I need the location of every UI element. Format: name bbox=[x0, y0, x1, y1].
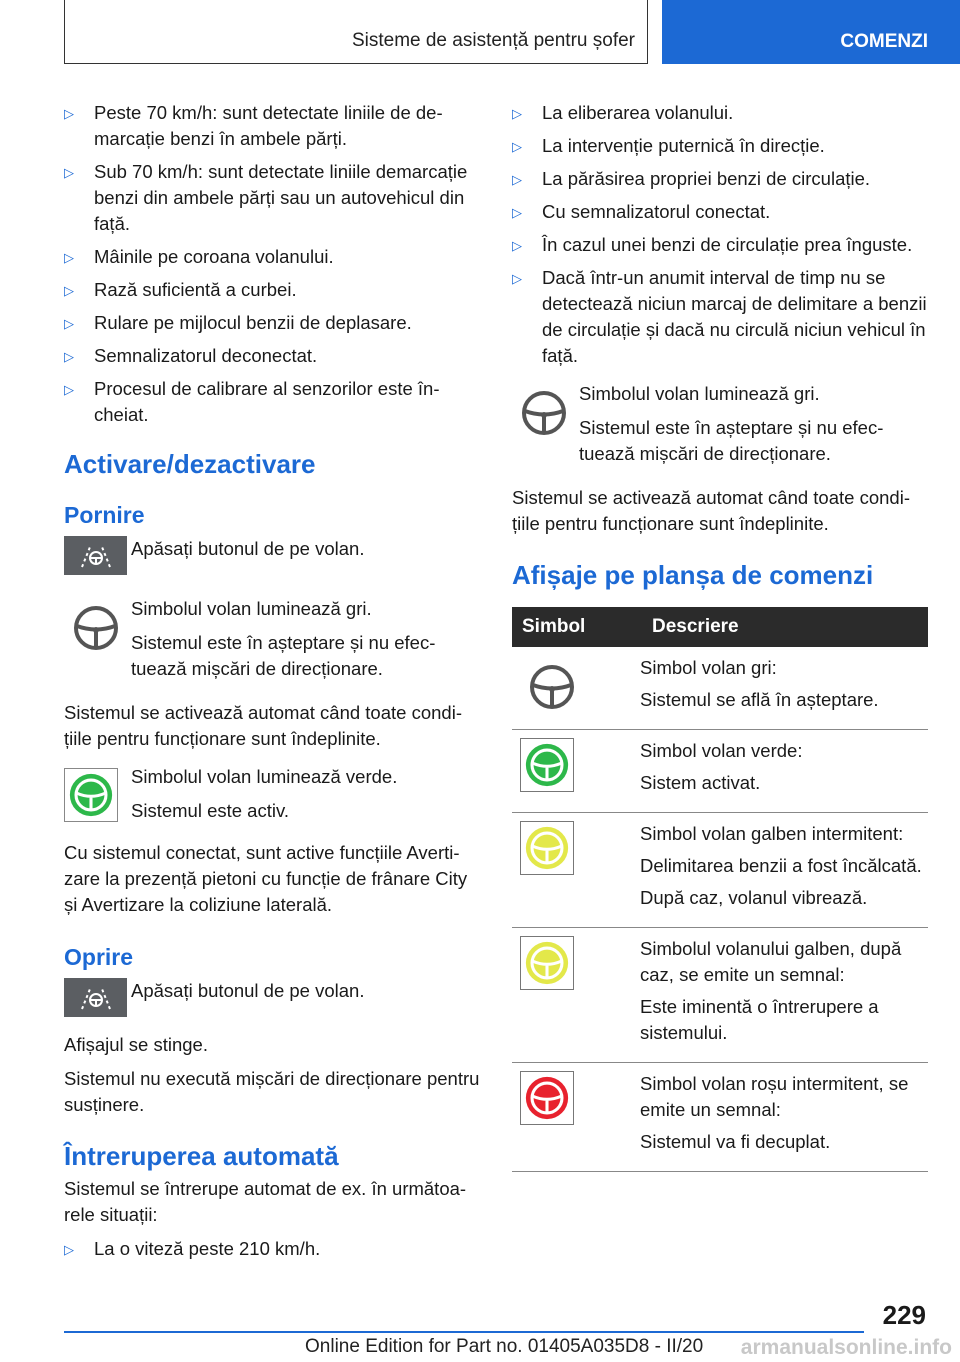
right-bullet: ▷ Cu semnalizatorul conectat. bbox=[512, 199, 928, 225]
right-bullet: ▷ În cazul unei benzi de circulație prea înguste. bbox=[512, 232, 928, 258]
steering-wheel-green-icon bbox=[520, 738, 574, 792]
right-column bbox=[512, 100, 928, 1172]
footer-rule bbox=[64, 1331, 864, 1333]
table-row bbox=[512, 647, 928, 730]
left-bullet: ▷ Rază suficientă a curbei. bbox=[64, 277, 480, 303]
symbol-description-line: Simbol volan roșu intermitent, se emite un semnal: bbox=[640, 1073, 909, 1120]
symbol-description-line: Simbol volan galben intermitent: bbox=[640, 823, 904, 844]
intrerupere-text: Sistemul se întrerupe automat de ex. în următoarele situații: bbox=[64, 1178, 467, 1225]
left-bullet: ▷ Rulare pe mijlocul benzii de deplasare. bbox=[64, 310, 480, 336]
green-wheel-row bbox=[64, 764, 480, 824]
right-bullet-list bbox=[512, 100, 928, 369]
col-desc-header: Descriere bbox=[640, 607, 928, 647]
connected-text: Cu sistemul conectat, sunt active funcțiile Avertizare la prezență pietoni cu funcție de frânare City și Avertizare la coliziune laterală. bbox=[64, 842, 468, 915]
bullet-triangle-icon: ▷ bbox=[64, 1242, 74, 1257]
pornire-row bbox=[64, 536, 480, 576]
oprire-row bbox=[64, 978, 480, 1018]
heading-intrerupere: Întreruperea automată bbox=[64, 1141, 339, 1171]
bullet-triangle-icon: ▷ bbox=[64, 250, 74, 265]
gray-wheel-line1: Simbolul volan luminează gri. bbox=[131, 598, 372, 619]
right-bullet: ▷ La părăsirea propriei benzi de circulație. bbox=[512, 166, 928, 192]
bullet-triangle-icon: ▷ bbox=[64, 283, 74, 298]
left-bullet: ▷ Peste 70 km/h: sunt detectate liniile de demarcație benzi în ambele părți. bbox=[64, 102, 443, 149]
bullet-triangle-icon: ▷ bbox=[64, 106, 74, 121]
symbol-description-line: Sistemul se află în așteptare. bbox=[640, 689, 879, 710]
header-section-box bbox=[64, 0, 648, 64]
gray-wheel-row bbox=[64, 596, 480, 682]
pornire-text: Apăsați butonul de pe volan. bbox=[131, 538, 365, 559]
left-column bbox=[64, 100, 480, 1269]
right-auto-text: Sistemul se activează automat când toate condițiile pentru funcționare sunt îndeplinite. bbox=[512, 487, 910, 534]
table-row bbox=[512, 730, 928, 813]
symbol-description-line: După caz, volanul vibrează. bbox=[640, 887, 868, 908]
heading-activare: Activare/dezactivare bbox=[64, 449, 316, 479]
left-bullet: ▷ Procesul de calibrare al senzorilor este încheiat. bbox=[64, 378, 440, 425]
green-wheel-line2: Sistemul este activ. bbox=[131, 800, 289, 821]
left-bullet: ▷ Sub 70 km/h: sunt detectate liniile demarcație benzi din ambele părți sau un autovehicul din față. bbox=[64, 161, 468, 234]
bullet-triangle-icon: ▷ bbox=[512, 238, 522, 253]
symbol-description-line: Sistem activat. bbox=[640, 772, 761, 793]
gray-wheel-line2: Sistemul este în așteptare și nu efectuează mișcări de direcționare. bbox=[131, 632, 436, 679]
heading-oprire: Oprire bbox=[64, 944, 134, 970]
right-gray-wheel-row bbox=[512, 381, 928, 467]
heading-afisaje: Afișaje pe planșa de comenzi bbox=[512, 560, 874, 590]
footer-edition: Online Edition for Part no. 01405A035D8 - II/20 bbox=[305, 1336, 704, 1357]
bullet-triangle-icon: ▷ bbox=[64, 382, 74, 397]
symbol-description-line: Simbolul volanului galben, după caz, se emite un semnal: bbox=[640, 938, 902, 985]
watermark: armanualsonline.info bbox=[740, 1336, 952, 1359]
table-row bbox=[512, 1063, 928, 1172]
table-row bbox=[512, 813, 928, 928]
lane-assist-button-icon-2 bbox=[64, 978, 127, 1017]
bullet-triangle-icon: ▷ bbox=[512, 139, 522, 154]
header-tab[interactable] bbox=[662, 0, 960, 64]
right-bullet: ▷ La intervenție puternică în direcție. bbox=[512, 133, 928, 159]
symbol-table bbox=[512, 607, 928, 1172]
header-tab-label: COMENZI bbox=[840, 31, 928, 52]
steering-wheel-yellow-icon bbox=[520, 936, 574, 990]
bullet-triangle-icon: ▷ bbox=[64, 165, 74, 180]
steering-wheel-red-icon bbox=[520, 1071, 574, 1125]
steering-wheel-gray-icon bbox=[64, 596, 127, 659]
col-symbol-header: Simbol bbox=[512, 607, 640, 647]
steering-wheel-green-icon bbox=[64, 768, 118, 822]
symbol-description-line: Sistemul va fi decuplat. bbox=[640, 1131, 831, 1152]
right-bullet: ▷ Dacă într-un anumit interval de timp nu se detectează niciun marcaj de delimitare a benzii de circulație și dacă nu circulă niciun vehicul în față. bbox=[512, 267, 927, 366]
page-number: 229 bbox=[882, 1300, 926, 1330]
off-line2: Sistemul nu execută mișcări de direcționare pentru susținere. bbox=[64, 1068, 480, 1115]
steering-wheel-gray-icon bbox=[520, 655, 583, 718]
off-line1: Afișajul se stinge. bbox=[64, 1034, 208, 1055]
symbol-description-line: Simbol volan gri: bbox=[640, 657, 777, 678]
symbol-description-line: Simbol volan verde: bbox=[640, 740, 803, 761]
bullet-triangle-icon: ▷ bbox=[64, 349, 74, 364]
header-section-title: Sisteme de asistență pentru șofer bbox=[351, 30, 635, 51]
auto-activation-text: Sistemul se activează automat când toate condițiile pentru funcționare sunt îndeplinite. bbox=[64, 702, 462, 749]
lane-assist-button-icon bbox=[64, 536, 127, 575]
bullet-triangle-icon: ▷ bbox=[512, 106, 522, 121]
right-bullet: ▷ La eliberarea volanului. bbox=[512, 100, 928, 126]
bullet-triangle-icon: ▷ bbox=[64, 316, 74, 331]
right-gray-line1: Simbolul volan luminează gri. bbox=[579, 383, 820, 404]
intrerupere-bullet: ▷ La o viteză peste 210 km/h. bbox=[64, 1236, 480, 1262]
bullet-triangle-icon: ▷ bbox=[512, 205, 522, 220]
left-bullet: ▷ Semnalizatorul deconectat. bbox=[64, 343, 480, 369]
heading-pornire: Pornire bbox=[64, 502, 145, 528]
green-wheel-line1: Simbolul volan luminează verde. bbox=[131, 766, 398, 787]
bullet-triangle-icon: ▷ bbox=[512, 172, 522, 187]
left-bullet: ▷ Mâinile pe coroana volanului. bbox=[64, 244, 480, 270]
steering-wheel-gray-icon-2 bbox=[512, 381, 575, 444]
bullet-triangle-icon: ▷ bbox=[512, 271, 522, 286]
table-row bbox=[512, 928, 928, 1063]
right-gray-line2: Sistemul este în așteptare și nu efectuează mișcări de direcționare. bbox=[579, 417, 884, 464]
steering-wheel-yellow-icon bbox=[520, 821, 574, 875]
symbol-description-line: Delimitarea benzii a fost încălcată. bbox=[640, 855, 922, 876]
left-bullet-list bbox=[64, 100, 480, 428]
oprire-text: Apăsați butonul de pe volan. bbox=[131, 980, 365, 1001]
symbol-description-line: Este iminentă o întrerupere a sistemului. bbox=[640, 996, 879, 1043]
